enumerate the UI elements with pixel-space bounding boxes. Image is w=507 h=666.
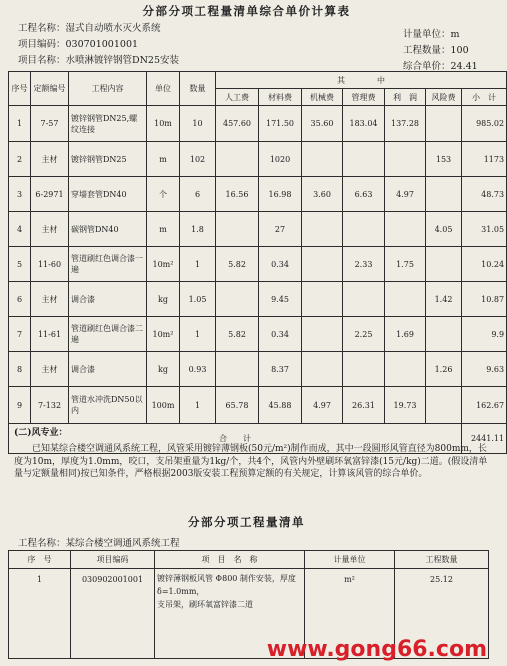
header-code: 定额编号 <box>31 72 69 106</box>
cell-machine <box>302 282 343 317</box>
cell-code: 7-132 <box>31 387 69 424</box>
cell-risk <box>426 317 462 352</box>
cell-seq: 7 <box>9 317 31 352</box>
cell-machine <box>302 352 343 387</box>
cell-code: 7-57 <box>31 106 69 142</box>
cell-code: 主材 <box>31 282 69 317</box>
table-row <box>9 352 507 387</box>
cell-profit: 4.97 <box>385 177 426 212</box>
cell-labor: 457.60 <box>216 106 259 142</box>
cell-subtotal: 9.63 <box>462 352 507 387</box>
cell-mgmt <box>343 282 385 317</box>
header-qty: 数量 <box>180 72 216 106</box>
cell-qty: 1 <box>180 387 216 424</box>
bill-name-line-2: 支吊架，刷环氧富锌漆二道 <box>157 599 253 609</box>
cell-code: 11-61 <box>31 317 69 352</box>
bill-header-code: 项目编码 <box>71 551 155 569</box>
cell-mgmt: 2.25 <box>343 317 385 352</box>
cell-unit: 个 <box>147 177 180 212</box>
cell-labor: 5.82 <box>216 247 259 282</box>
table-row <box>9 177 507 212</box>
cell-material: 171.50 <box>259 106 302 142</box>
cell-qty: 1 <box>180 247 216 282</box>
cell-content: 镀锌钢管DN25 <box>69 142 147 177</box>
cell-seq: 6 <box>9 282 31 317</box>
cell-material: 8.37 <box>259 352 302 387</box>
cell-code: 11-60 <box>31 247 69 282</box>
cell-risk: 153 <box>426 142 462 177</box>
cell-seq: 4 <box>9 212 31 247</box>
header-profit: 利 润 <box>385 89 426 106</box>
cell-machine: 4.97 <box>302 387 343 424</box>
cell-material: 16.98 <box>259 177 302 212</box>
cell-labor <box>216 282 259 317</box>
cell-machine: 3.60 <box>302 177 343 212</box>
cell-content: 镀锌钢管DN25,螺纹连接 <box>69 106 147 142</box>
cell-risk <box>426 177 462 212</box>
cell-code: 主材 <box>31 352 69 387</box>
cell-material: 0.34 <box>259 317 302 352</box>
item-name: 项目名称：水喷淋镀锌钢管DN25安装 <box>18 55 180 66</box>
cell-machine <box>302 212 343 247</box>
table-row <box>9 282 507 317</box>
cell-mgmt: 2.33 <box>343 247 385 282</box>
cell-profit: 19.73 <box>385 387 426 424</box>
total-value: 2441.11 <box>462 424 507 454</box>
header-content: 工程内容 <box>69 72 147 106</box>
cell-risk <box>426 247 462 282</box>
cell-mgmt <box>343 212 385 247</box>
cell-material: 0.34 <box>259 247 302 282</box>
cell-seq: 8 <box>9 352 31 387</box>
cell-unit: m <box>147 142 180 177</box>
cell-subtotal: 48.73 <box>462 177 507 212</box>
cell-unit: 100m <box>147 387 180 424</box>
cell-labor <box>216 352 259 387</box>
bill-cell-code: 030902001001 <box>71 569 155 659</box>
header-machine: 机械费 <box>302 89 343 106</box>
unit-price-table <box>8 71 507 454</box>
cell-labor: 5.82 <box>216 317 259 352</box>
cell-subtotal: 1173 <box>462 142 507 177</box>
bill-header-name: 项 目 名 称 <box>155 551 305 569</box>
table-row <box>9 212 507 247</box>
table-row <box>9 142 507 177</box>
table-row <box>9 247 507 282</box>
project-name: 工程名称：湿式自动喷水灭火系统 <box>18 23 161 34</box>
cell-qty: 1.05 <box>180 282 216 317</box>
cell-code: 6-2971 <box>31 177 69 212</box>
cell-unit: 10m² <box>147 317 180 352</box>
cell-qty: 1.8 <box>180 212 216 247</box>
cell-material: 1020 <box>259 142 302 177</box>
header-unit: 单位 <box>147 72 180 106</box>
header-risk: 风险费 <box>426 89 462 106</box>
cell-content: 调合漆 <box>69 282 147 317</box>
page-title: 分部分项工程量清单综合单价计算表 <box>142 4 351 18</box>
cell-qty: 1 <box>180 317 216 352</box>
cell-profit <box>385 352 426 387</box>
header-seq: 序号 <box>9 72 31 106</box>
cell-content: 管道水冲洗DN50以内 <box>69 387 147 424</box>
cell-mgmt <box>343 352 385 387</box>
bill-cell-qty: 25.12 <box>395 569 489 659</box>
cell-profit <box>385 282 426 317</box>
cell-profit: 1.69 <box>385 317 426 352</box>
bill-name-line-1: 镀锌薄钢板风管 Φ800 制作安装，厚度 δ=1.0mm， <box>157 574 296 596</box>
cell-machine <box>302 247 343 282</box>
cell-profit <box>385 212 426 247</box>
cell-qty: 102 <box>180 142 216 177</box>
cell-seq: 3 <box>9 177 31 212</box>
problem-text: 已知某综合楼空调通风系统工程，风管采用镀锌薄钢板(50元/m²)制作而成，其中一段圆形风管直径为800mm，长度为10m，厚度为1.0mm，咬口，支吊架重量为1kg/个，共4个，风管内外壁刷环氧富锌漆(15元/kg)二道。(假设清单量与定额量相同)按已知条件，严格根据2003版安装工程预算定额的有关规定，计算该风管的综合单价。 <box>14 444 488 480</box>
cell-subtotal: 31.05 <box>462 212 507 247</box>
table-row <box>9 387 507 424</box>
total-label: 合 计 <box>9 424 462 454</box>
cell-labor: 65.78 <box>216 387 259 424</box>
cell-profit: 1.75 <box>385 247 426 282</box>
header-subtotal: 小 计 <box>462 89 507 106</box>
cell-subtotal: 162.67 <box>462 387 507 424</box>
measure-unit: 计量单位：m <box>403 29 460 40</box>
cell-seq: 1 <box>9 106 31 142</box>
bill-cell-seq: 1 <box>9 569 71 659</box>
cell-machine <box>302 142 343 177</box>
cell-unit: kg <box>147 282 180 317</box>
table-row <box>9 106 507 142</box>
cell-labor: 16.56 <box>216 177 259 212</box>
work-quantity: 工程数量：100 <box>403 45 469 56</box>
cell-content: 管道刷红色调合漆二遍 <box>69 317 147 352</box>
bill-title: 分部分项工程量清单 <box>188 515 305 529</box>
cell-content: 调合漆 <box>69 352 147 387</box>
cell-mgmt <box>343 142 385 177</box>
cell-unit: kg <box>147 352 180 387</box>
cell-profit: 137.28 <box>385 106 426 142</box>
header-material: 材料费 <box>259 89 302 106</box>
cell-risk: 1.26 <box>426 352 462 387</box>
cell-seq: 5 <box>9 247 31 282</box>
cell-unit: 10m <box>147 106 180 142</box>
cell-seq: 9 <box>9 387 31 424</box>
cell-risk <box>426 387 462 424</box>
cell-risk <box>426 106 462 142</box>
cell-risk: 4.05 <box>426 212 462 247</box>
cell-subtotal: 10.24 <box>462 247 507 282</box>
cell-profit <box>385 142 426 177</box>
cell-material: 9.45 <box>259 282 302 317</box>
cell-content: 穿墙套管DN40 <box>69 177 147 212</box>
cell-qty: 6 <box>180 177 216 212</box>
composite-unit-price: 综合单价：24.41 <box>403 61 478 72</box>
cell-subtotal: 10.87 <box>462 282 507 317</box>
header-labor: 人工费 <box>216 89 259 106</box>
cell-code: 主材 <box>31 142 69 177</box>
table-row <box>9 317 507 352</box>
bill-header-qty: 工程数量 <box>395 551 489 569</box>
cell-material: 27 <box>259 212 302 247</box>
cell-qty: 0.93 <box>180 352 216 387</box>
cell-code: 主材 <box>31 212 69 247</box>
cell-content: 管道刷红色调合漆一遍 <box>69 247 147 282</box>
cell-content: 碳钢管DN40 <box>69 212 147 247</box>
cell-labor <box>216 142 259 177</box>
cell-subtotal: 9.9 <box>462 317 507 352</box>
cell-mgmt: 6.63 <box>343 177 385 212</box>
cell-labor <box>216 212 259 247</box>
cell-risk: 1.42 <box>426 282 462 317</box>
item-code: 项目编码：030701001001 <box>18 39 139 50</box>
bill-cell-unit: m² <box>305 569 395 659</box>
header-group: 其 中 <box>216 72 507 89</box>
cell-machine: 35.60 <box>302 106 343 142</box>
bill-header-seq: 序 号 <box>9 551 71 569</box>
cell-unit: m <box>147 212 180 247</box>
cell-seq: 2 <box>9 142 31 177</box>
bill-project-name: 工程名称：某综合楼空调通风系统工程 <box>18 538 180 549</box>
bill-header-unit: 计量单位 <box>305 551 395 569</box>
cell-subtotal: 985.02 <box>462 106 507 142</box>
section-heading: (二)风专业： <box>14 428 68 438</box>
cell-qty: 10 <box>180 106 216 142</box>
header-mgmt: 管理费 <box>343 89 385 106</box>
cell-mgmt: 183.04 <box>343 106 385 142</box>
cell-material: 45.88 <box>259 387 302 424</box>
cell-unit: 10m² <box>147 247 180 282</box>
cell-machine <box>302 317 343 352</box>
cell-mgmt: 26.31 <box>343 387 385 424</box>
watermark: www.gong66.com <box>266 637 487 662</box>
